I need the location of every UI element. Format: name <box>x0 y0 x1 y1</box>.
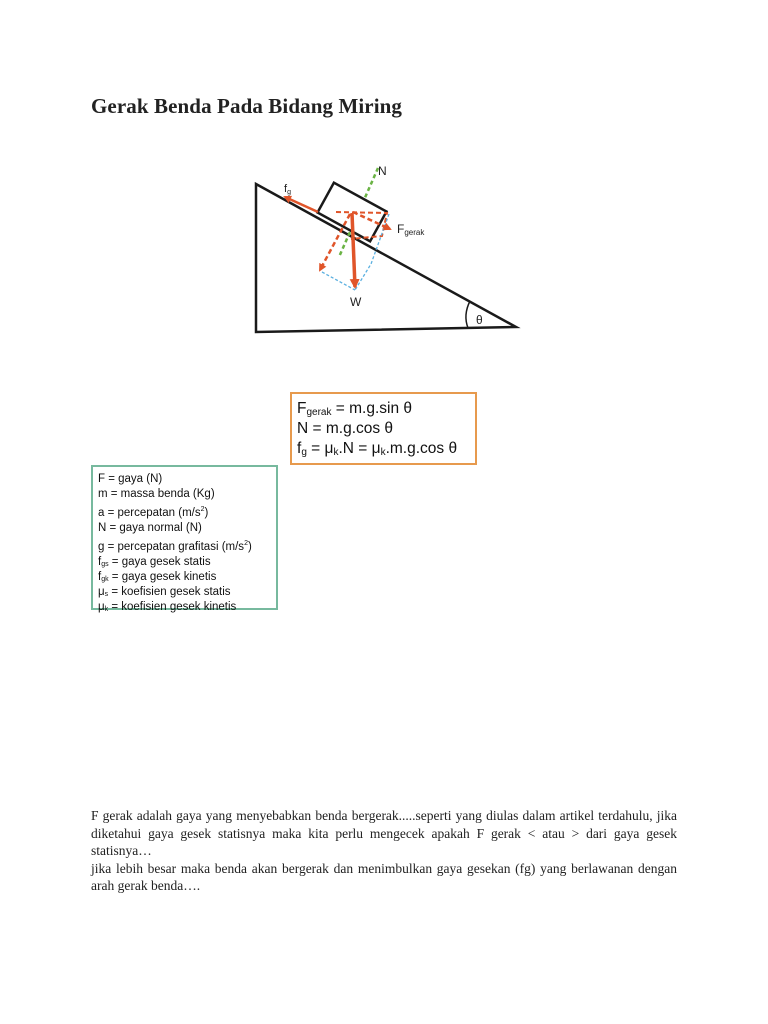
inclined-plane-diagram <box>0 0 768 400</box>
legend-item-a: a = percepatan $(m/s^2)$ <box>98 506 209 519</box>
friction-label: fg <box>284 183 291 196</box>
gerak-label-sub: gerak <box>404 228 425 237</box>
incline-triangle <box>256 184 516 332</box>
body-paragraph <box>91 807 677 895</box>
friction-label-sub: g <box>287 189 291 196</box>
paragraph-part-2: jika lebih besar maka benda akan bergerak dan menimbulkan gaya gesekan (fg) yang berlawanan dengan arah gerak benda…. <box>91 860 677 893</box>
legend-item-fgs: $f_{gs}$ = gaya gesek statis <box>98 555 211 568</box>
variable-legend <box>91 465 278 613</box>
normal-label: N <box>378 164 387 178</box>
formula-gerak: $F_{gerak} = m.g.\sin$ θ <box>297 400 413 418</box>
formula-friction: $f_g = \mu_k.N = \mu_k.m.g.\cos$ θ <box>297 440 458 458</box>
legend-item-m: m = massa benda (Kg) <box>98 488 215 500</box>
legend-item-fgk: $f_{gk}$ = gaya gesek kinetis <box>98 570 217 583</box>
legend-item-muk: $\mu_k$ = koefisien gesek kinetis <box>98 600 237 613</box>
paragraph-part-1: F gerak adalah gaya yang menyebabkan benda bergerak.....seperti yang diulas dalam artikel terdahulu, jika diketahui gaya gesek statisnya maka kita perlu mengecek apakah F gerak < atau > dari gaya gesek statisnya… <box>91 808 677 858</box>
gerak-label: Fgerak <box>397 222 425 237</box>
formula-box <box>290 392 477 465</box>
legend-item-mus: $\mu_s$ = koefisien gesek statis <box>98 585 231 598</box>
page-title: Gerak Benda Pada Bidang Miring <box>91 94 403 118</box>
legend-item-g: g = percepatan grafitasi $(m/s^2)$ <box>98 539 252 553</box>
angle-arc <box>466 301 470 328</box>
angle-label: θ <box>476 313 483 327</box>
weight-label: W <box>350 295 362 309</box>
formula-normal: N = m.g.cos θ <box>297 420 394 437</box>
legend-item-f: F = gaya (N) <box>98 473 163 485</box>
legend-item-n: N = gaya normal (N) <box>98 521 202 534</box>
